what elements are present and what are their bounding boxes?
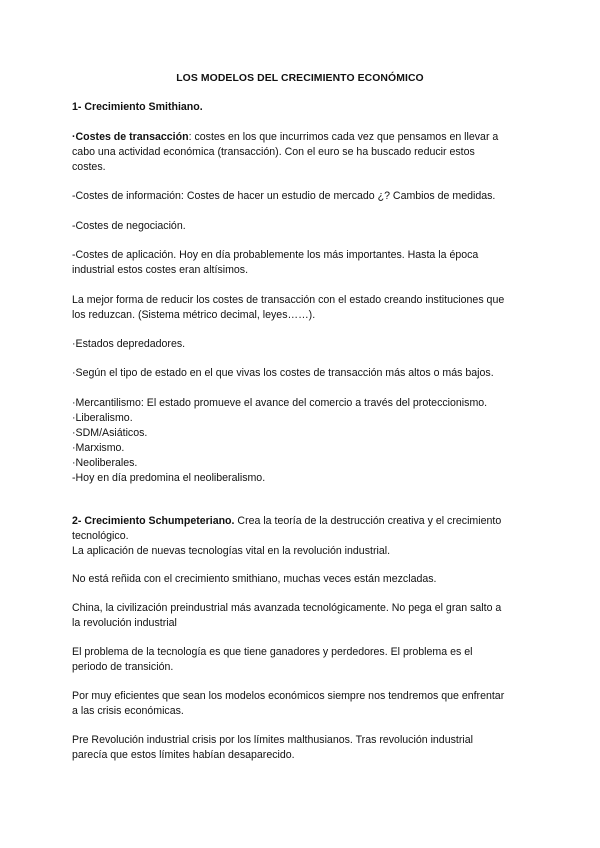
paragraph-segun-tipo — [72, 366, 532, 381]
text-line: ·Según el tipo de estado en el que vivas los costes de transacción más altos o más bajos. — [72, 367, 494, 379]
text-line: ·Costes de transacción: costes en los que incurrimos cada vez que pensamos en llevar a — [72, 131, 499, 143]
text-line: No está reñida con el crecimiento smithiano, muchas veces están mezcladas. — [72, 573, 437, 585]
text-line: ·Estados depredadores. — [72, 338, 186, 350]
list-item: ·SDM/Asiáticos. — [72, 427, 148, 439]
paragraph-no-esta-renida — [72, 572, 532, 587]
text-line: los reduzcan. (Sistema métrico decimal, leyes……). — [72, 309, 316, 321]
paragraph-problema-tecnologia — [72, 645, 532, 675]
text-line: parecía que estos límites habían desaparecido. — [72, 749, 295, 761]
section2-heading: 2- Crecimiento Schumpeteriano. — [72, 515, 235, 527]
text-line: Pre Revolución industrial crisis por los límites malthusianos. Tras revolución industrial — [72, 734, 473, 746]
list-item: -Hoy en día predomina el neoliberalismo. — [72, 472, 266, 484]
page-title: LOS MODELOS DEL CRECIMIENTO ECONÓMICO — [176, 73, 424, 84]
section1-heading-text: 1- Crecimiento Smithiano. — [72, 101, 203, 113]
text-line: costes. — [72, 161, 106, 173]
paragraph-costes-transaccion — [72, 130, 532, 175]
text-line: -Costes de negociación. — [72, 220, 186, 232]
list-item: ·Marxismo. — [72, 442, 125, 454]
text-line: la revolución industrial — [72, 617, 177, 629]
paragraph-por-muy-eficientes — [72, 689, 532, 719]
paragraph-costes-aplicacion — [72, 248, 532, 278]
section1-heading — [72, 100, 532, 115]
paragraph-pre-revolucion — [72, 733, 532, 763]
text-line: China, la civilización preindustrial más avanzada tecnológicamente. No pega el gran salto a — [72, 602, 502, 614]
text-line: a las crisis económicas. — [72, 705, 184, 717]
text-line: Por muy eficientes que sean los modelos económicos siempre nos tendremos que enfrentar — [72, 690, 505, 702]
text-line: El problema de la tecnología es que tiene ganadores y perdedores. El problema es el — [72, 646, 473, 658]
paragraph-china — [72, 601, 532, 631]
paragraph-estados-depredadores — [72, 337, 532, 352]
text-line: -Costes de aplicación. Hoy en día probablemente los más importantes. Hasta la época — [72, 249, 479, 261]
paragraph-costes-informacion — [72, 189, 532, 204]
text-line: industrial estos costes eran altísimos. — [72, 264, 249, 276]
text-line: 2- Crecimiento Schumpeteriano. Crea la teoría de la destrucción creativa y el crecimiento — [72, 515, 502, 527]
list-tipos-estado — [72, 396, 532, 486]
text-line: La aplicación de nuevas tecnologías vital en la revolución industrial. — [72, 545, 391, 557]
paragraph-costes-negociacion — [72, 219, 532, 234]
text-line: cabo una actividad económica (transacción). Con el euro se ha buscado reducir estos — [72, 146, 475, 158]
text-line: La mejor forma de reducir los costes de transacción con el estado creando instituciones que — [72, 294, 505, 306]
text-line: tecnológico. — [72, 530, 129, 542]
list-item: ·Neoliberales. — [72, 457, 138, 469]
list-item: ·Liberalismo. — [72, 412, 133, 424]
text-line: periodo de transición. — [72, 661, 174, 673]
text-line: -Costes de información: Costes de hacer un estudio de mercado ¿? Cambios de medidas. — [72, 190, 496, 202]
list-item: ·Mercantilismo: El estado promueve el avance del comercio a través del proteccionismo. — [72, 397, 488, 409]
section2-intro — [72, 514, 532, 559]
paragraph-mejor-forma — [72, 293, 532, 323]
term-costes-transaccion: ·Costes de transacción — [72, 131, 189, 143]
